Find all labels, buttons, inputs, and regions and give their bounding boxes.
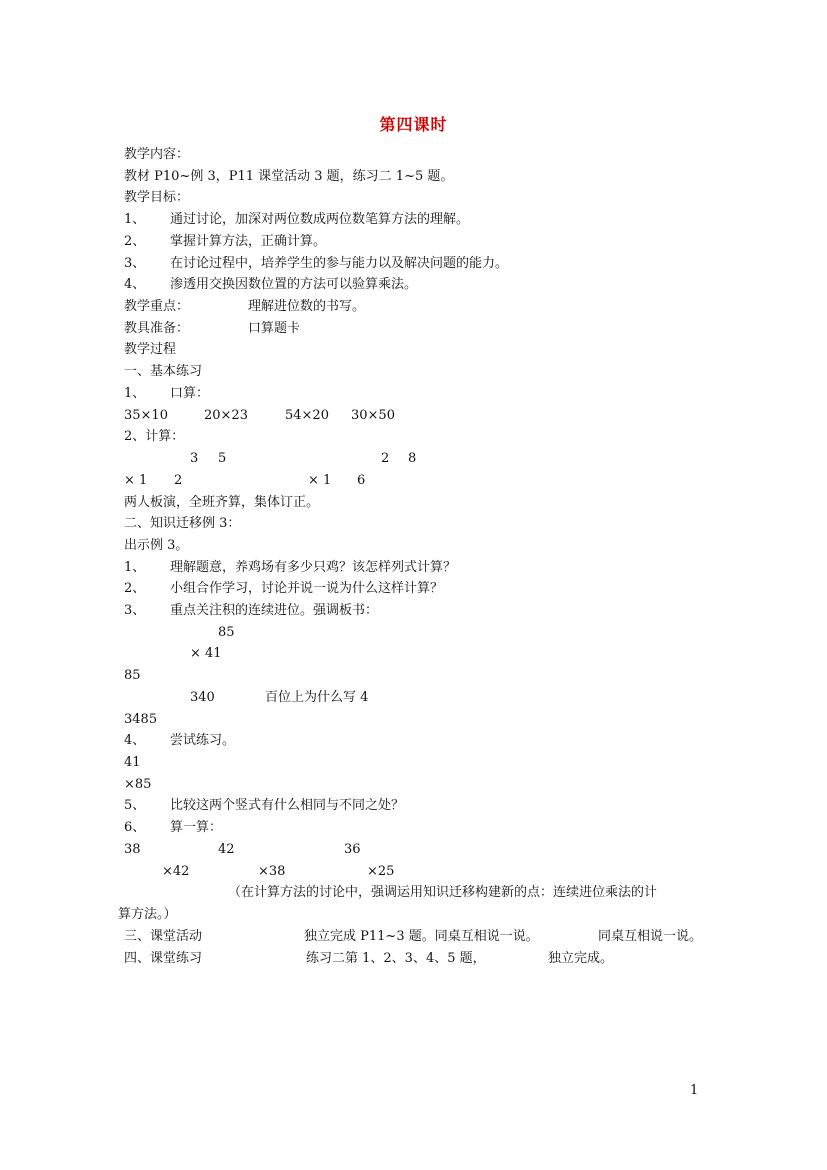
text-line: 口算： xyxy=(170,386,210,401)
text-line: 2 xyxy=(174,473,183,488)
text-line: 35×10 xyxy=(124,408,168,423)
text-line: 独立完成 P11~3 题。同桌互相说一说。 xyxy=(304,929,539,944)
text-line: 三、课堂活动 xyxy=(124,929,203,944)
page-number: 1 xyxy=(690,1083,699,1098)
text-line: ×38 xyxy=(258,864,286,879)
text-line: 二、知识迁移例 3： xyxy=(124,516,241,531)
text-line: 一、基本练习 xyxy=(124,364,203,379)
text-line: 3485 xyxy=(124,712,158,727)
text-line: ×42 xyxy=(162,864,190,879)
text-line: 练习二第 1、2、3、4、5 题， xyxy=(306,951,486,966)
text-line: 口算题卡 xyxy=(248,321,301,336)
text-line: 理解进位数的书写。 xyxy=(248,299,366,314)
text-line: ×25 xyxy=(367,864,395,879)
text-line: 2、计算： xyxy=(124,429,185,444)
text-line: 3、 xyxy=(124,603,146,618)
text-line: 8 xyxy=(408,451,417,466)
text-line: 出示例 3。 xyxy=(124,538,189,553)
text-line: 四、课堂练习 xyxy=(124,951,203,966)
text-line: 54×20 xyxy=(285,408,329,423)
text-line: 5、 xyxy=(124,798,146,813)
text-line: 3 xyxy=(190,451,199,466)
text-line: 5 xyxy=(218,451,227,466)
text-line: 4、 xyxy=(124,277,146,292)
text-line: 掌握计算方法，正确计算。 xyxy=(170,234,327,249)
text-line: 重点关注积的连续进位。强调板书： xyxy=(170,603,379,618)
text-line: （在计算方法的讨论中，强调运用知识迁移构建新的点：连续进位乘法的计 xyxy=(228,885,658,900)
text-line: 通过讨论，加深对两位数成两位数笔算方法的理解。 xyxy=(170,212,470,227)
text-line: 小组合作学习，讨论并说一说为什么这样计算？ xyxy=(170,581,444,596)
text-line: 41 xyxy=(124,755,141,770)
text-line: × 41 xyxy=(190,646,222,661)
text-line: 38 xyxy=(124,842,141,857)
text-line: × 1 xyxy=(124,473,148,488)
text-line: 尝试练习。 xyxy=(170,733,236,748)
text-line: 教学重点： xyxy=(124,299,190,314)
text-line: 2、 xyxy=(124,234,146,249)
text-line: 4、 xyxy=(124,733,146,748)
text-line: 42 xyxy=(218,842,235,857)
text-line: 算方法。） xyxy=(118,907,177,922)
text-line: 比较这两个竖式有什么相同与不同之处？ xyxy=(170,798,405,813)
text-line: 百位上为什么写 4 xyxy=(265,690,369,705)
text-line: 2 xyxy=(381,451,390,466)
text-line: 两人板演，全班齐算，集体订正。 xyxy=(124,495,320,510)
text-line: 3、 xyxy=(124,256,146,271)
text-line: 教具准备： xyxy=(124,321,190,336)
text-line: 36 xyxy=(344,842,361,857)
text-line: 20×23 xyxy=(204,408,248,423)
text-line: 1、 xyxy=(124,212,146,227)
text-line: 渗透用交换因数位置的方法可以验算乘法。 xyxy=(170,277,418,292)
text-line: 30×50 xyxy=(351,408,395,423)
text-line: 教学目标： xyxy=(124,190,190,205)
text-line: 教学过程 xyxy=(124,342,177,357)
page-title: 第四课时 xyxy=(379,115,448,134)
text-line: 教学内容： xyxy=(124,147,190,162)
text-line: 理解题意，养鸡场有多少只鸡？该怎样列式计算？ xyxy=(170,560,457,575)
text-line: 85 xyxy=(218,625,235,640)
text-line: 在讨论过程中，培养学生的参与能力以及解决问题的能力。 xyxy=(170,256,509,271)
text-line: 340 xyxy=(190,690,215,705)
text-line: 教材 P10~例 3，P11 课堂活动 3 题，练习二 1~5 题。 xyxy=(124,169,454,184)
text-line: × 1 xyxy=(308,473,332,488)
text-line: 同桌互相说一说。 xyxy=(598,929,703,944)
text-line: 6 xyxy=(357,473,366,488)
text-line: 独立完成。 xyxy=(548,951,614,966)
text-line: 算一算： xyxy=(170,820,223,835)
text-line: 1、 xyxy=(124,386,146,401)
text-line: ×85 xyxy=(124,777,152,792)
text-line: 1、 xyxy=(124,560,146,575)
text-line: 2、 xyxy=(124,581,146,596)
text-line: 85 xyxy=(124,668,141,683)
text-line: 6、 xyxy=(124,820,146,835)
